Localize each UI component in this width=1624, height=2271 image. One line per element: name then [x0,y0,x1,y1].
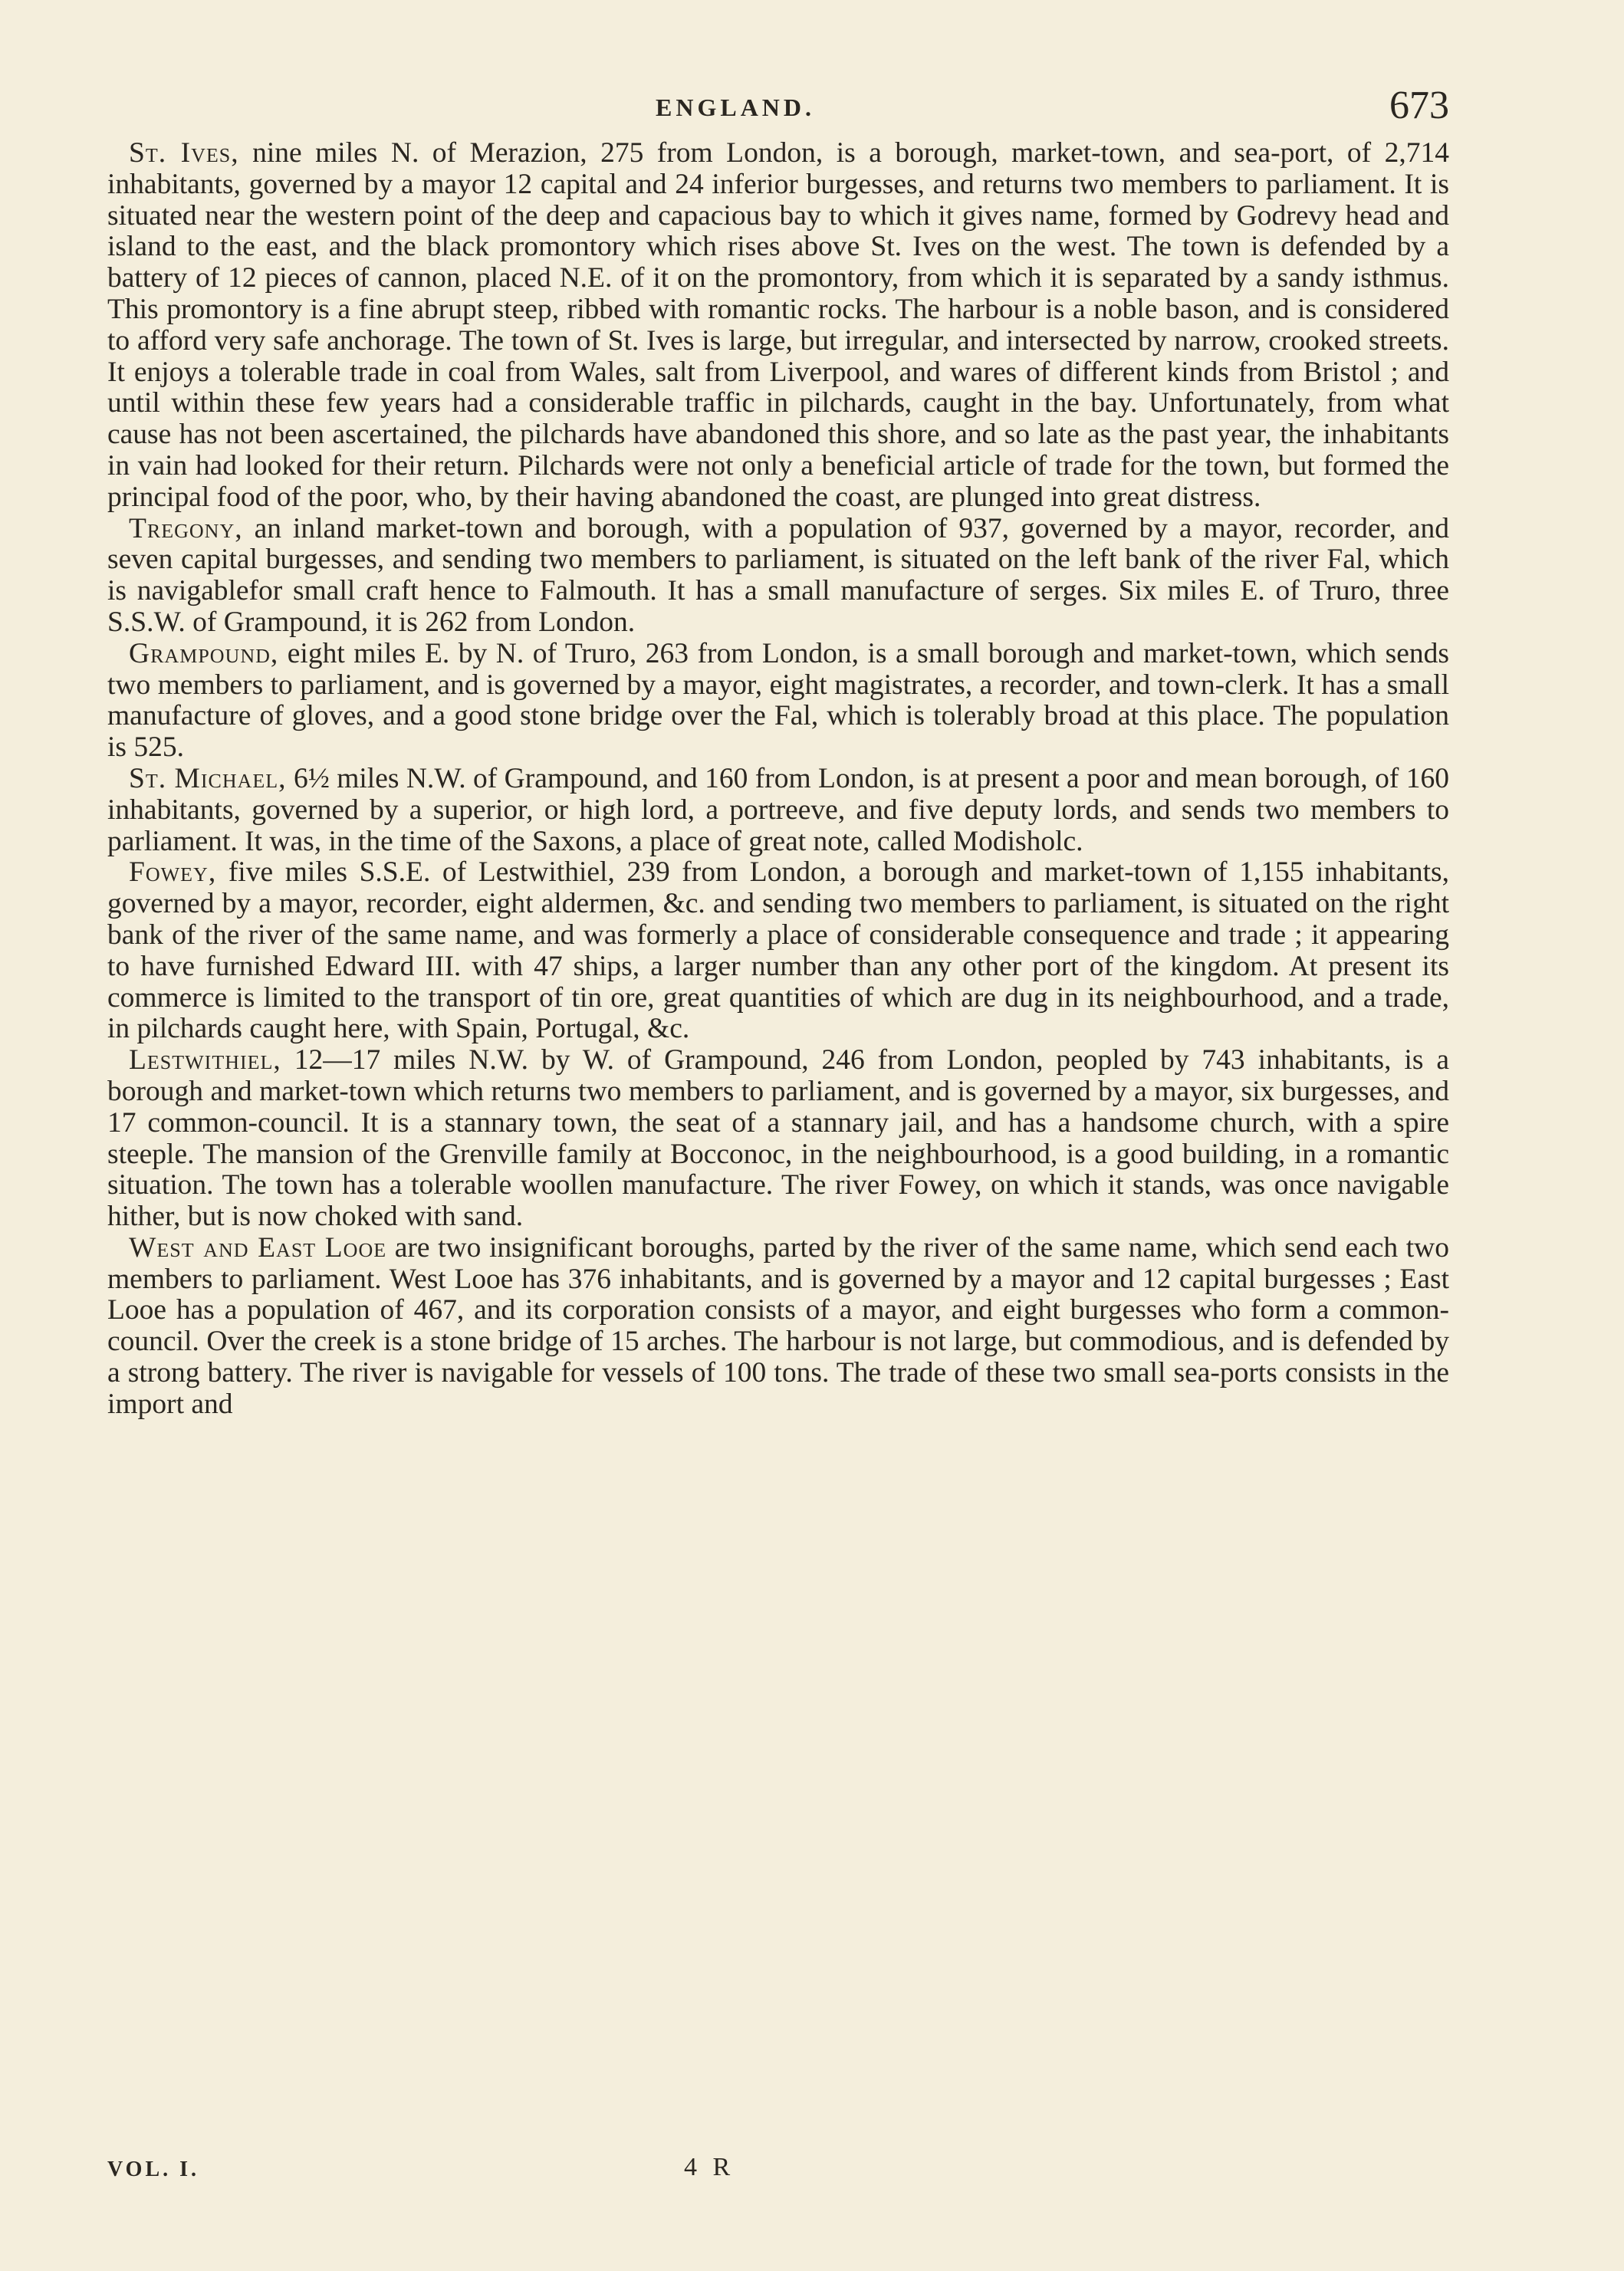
place-name: St. Ives, [129,137,239,169]
entry-grampound [107,639,1449,764]
place-name: Grampound, [129,637,279,669]
entry-text: an inland market-town and borough, with a population of 937, governed by a mayor, recorder, and seven capital burgesses, and sending two members to parliament, is situated on the left bank of the river Fal, which is navigablefor small craft hence to Falmouth. It has a small manufacture of serges. Six miles E. of Truro, three S.S.W. of Grampound, it is 262 from London. [107,512,1449,638]
place-name: Tregony, [129,512,243,544]
body-text [107,138,1449,1421]
entry-text: 6½ miles N.W. of Grampound, and 160 from London, is at present a poor and mean borough, of 160 inhabitants, governed by a superior, or high lord, a portreeve, and five deputy lords, and sends two members to parliament. It was, in the time of the Saxons, a place of great note, called Modisholc. [107,762,1449,857]
place-name: Lestwithiel, [129,1044,281,1076]
entry-text: eight miles E. by N. of Truro, 263 from London, is a small borough and market-town, which sends two members to parliament, and is governed by a mayor, eight magistrates, a recorder, and town-clerk. It has a small manufacture of gloves, and a good stone bridge over the Fal, which is tolerably broad at this place. The population is 525. [107,637,1449,764]
place-name: West and East Looe [129,1231,387,1264]
running-head: ENGLAND. [656,94,816,121]
signature-mark: 4 R [684,2153,735,2181]
page-footer [107,2153,1449,2196]
entry-st-ives [107,138,1449,514]
page-number: 673 [1389,84,1449,127]
entry-west-and-east-looe [107,1233,1449,1421]
place-name: St. Michael, [129,762,287,794]
page-header [107,83,1449,136]
volume-mark: VOL. I. [107,2158,200,2181]
place-name: Fowey, [129,856,217,889]
entry-text: five miles S.S.E. of Lestwithiel, 239 from London, a borough and market-town of 1,155 inhabitants, governed by a mayor, recorder, eight aldermen, &c. and sending two members to parliament, is situated on the right bank of the river of the same name, and was formerly a place of considerable consequence and trade ; it appearing to have furnished Edward III. with 47 ships, a larger number than any other port of the kingdom. At present its commerce is limited to the transport of tin ore, great quantities of which are dug in its neighbourhood, and a trade, in pilchards caught here, with Spain, Portugal, &c. [107,856,1449,1045]
entry-lestwithiel [107,1045,1449,1233]
entry-text: 12—17 miles N.W. by W. of Grampound, 246 from London, peopled by 743 inhabitants, is a borough and market-town which returns two members to parliament, and is governed by a mayor, six burgesses, and 17 common-council. It is a stannary town, the seat of a stannary jail, and has a handsome church, with a spire steeple. The mansion of the Grenville family at Bocconoc, in the neighbourhood, is a good building, in a romantic situation. The town has a tolerable woollen manufacture. The river Fowey, on which it stands, was once navigable hither, but is now choked with sand. [107,1044,1449,1233]
entry-st-michael [107,764,1449,857]
entry-fowey [107,857,1449,1045]
entry-text: nine miles N. of Merazion, 275 from London, is a borough, market-town, and sea-port, of 2,714 inhabitants, governed by a mayor 12 capital and 24 inferior burgesses, and returns two members to parliament. It is situated near the western point of the deep and capacious bay to which it gives name, formed by Godrevy head and island to the east, and the black promontory which rises above St. Ives on the west. The town is defended by a battery of 12 pieces of cannon, placed N.E. of it on the promontory, from which it is separated by a sandy isthmus. This promontory is a fine abrupt steep, ribbed with romantic rocks. The harbour is a noble bason, and is considered to afford very safe anchorage. The town of St. Ives is large, but irregular, and intersected by narrow, crooked streets. It enjoys a tolerable trade in coal from Wales, salt from Liverpool, and wares of different kinds from Bristol ; and until within these few years had a considerable traffic in pilchards, caught in the bay. Unfortunately, from what cause has not been ascertained, the pilchards have abandoned this shore, and so late as the past year, the inhabitants in vain had looked for their return. Pilchards were not only a beneficial article of trade for the town, but formed the principal food of the poor, who, by their having abandoned the coast, are plunged into great distress. [107,137,1450,513]
entry-tregony [107,514,1449,639]
entry-text: are two insignificant boroughs, parted by the river of the same name, which send each two members to parliament. West Looe has 376 inhabitants, and is governed by a mayor and 12 capital burgesses ; East Looe has a population of 467, and its corporation consists of a mayor, and eight burgesses who form a common-council. Over the creek is a stone bridge of 15 arches. The harbour is not large, but commodious, and is defended by a strong battery. The river is navigable for vessels of 100 tons. The trade of these two small sea-ports consists in the import and [107,1231,1449,1420]
